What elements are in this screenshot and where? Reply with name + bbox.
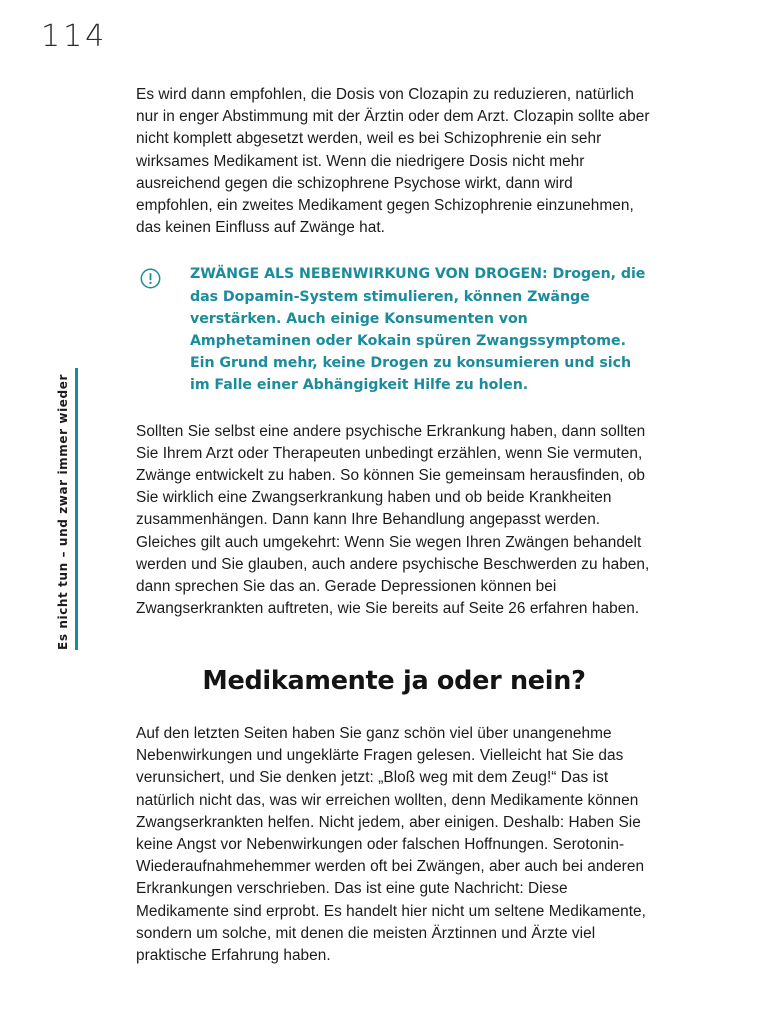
- callout-title: ZWÄNGE ALS NEBENWIRKUNG VON DROGEN:: [190, 266, 548, 283]
- paragraph-3: Auf den letzten Seiten haben Sie ganz schön viel über unangenehme Nebenwirkungen und ungeklärte Fragen gelesen. Vielleicht hat Sie das verunsichert, und Sie denken jetzt: „Bloß weg mit dem Zeug!“ Das ist natürlich nicht das, was wir erreichen wollten, denn Medikamente können Zwangserkrankten helfen. Nicht jedem, aber einigen. Deshalb: Haben Sie keine Angst vor Nebenwirkungen oder falschen Hoffnungen. Serotonin-Wiederaufnahmehemmer werden oft bei Zwängen, aber auch bei anderen Erkrankungen verschrieben. Das ist eine gute Nachricht: Diese Medikamente sind erprobt. Es handelt hier nicht um seltene Medikamente, sondern um solche, mit denen die meisten Ärztinnen und Ärzte viel praktische Erfahrung haben.: [136, 725, 646, 965]
- paragraph-1: Es wird dann empfohlen, die Dosis von Clozapin zu reduzieren, natürlich nur in enger Abstimmung mit der Ärztin oder dem Arzt. Clozapin sollte aber nicht komplett abgesetzt werden, weil es bei Schizophrenie ein sehr wirksames Medikament ist. Wenn die niedrigere Dosis nicht mehr ausreichend gegen die schizophrene Psychose wirkt, dann wird empfohlen, ein zweites Medikament gegen Schizophrenie einzunehmen, das keinen Einfluss auf Zwänge hat.: [136, 86, 650, 237]
- running-head-rule: [75, 368, 78, 650]
- callout-body: Drogen, die das Dopamin-System stimulieren, können Zwänge verstärken. Auch einige Konsumenten von Amphetaminen oder Kokain spüren Zwangssymptome. Ein Grund mehr, keine Drogen zu konsumieren und sich im Falle einer Abhängigkeit Hilfe zu holen.: [190, 266, 646, 394]
- exclamation-circle-icon: [140, 268, 161, 289]
- callout-paragraph: [190, 263, 652, 396]
- text-column: [136, 84, 652, 967]
- section-heading-wrap: [136, 666, 652, 697]
- paragraph-2: Sollten Sie selbst eine andere psychische Erkrankung haben, dann sollten Sie Ihrem Arzt oder Therapeuten unbedingt erzählen, wenn Sie vermuten, Zwänge entwickelt zu haben. So können Sie gemeinsam herausfinden, ob Sie wirklich eine Zwangserkrankung haben und ob beide Krankheiten zusammenhängen. Dann kann Ihre Behandlung angepasst werden. Gleiches gilt auch umgekehrt: Wenn Sie wegen Ihren Zwängen behandelt werden und Sie glauben, auch andere psychische Beschwerden zu haben, dann sprechen Sie das an. Gerade Depressionen können bei Zwangserkrankten auftreten, wie Sie bereits auf Seite 26 erfahren haben.: [136, 422, 650, 618]
- callout-note: [136, 263, 652, 396]
- running-head: [55, 368, 78, 650]
- running-head-label: Es nicht tun – und zwar immer wieder: [56, 374, 70, 650]
- page-number: 114: [41, 19, 108, 54]
- section-heading: Medikamente ja oder nein?: [202, 666, 586, 697]
